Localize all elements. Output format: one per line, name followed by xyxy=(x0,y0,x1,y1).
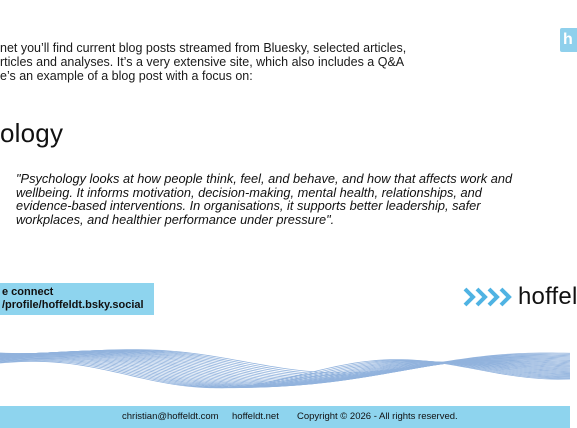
footer-email-link[interactable]: christian@hoffeldt.com xyxy=(122,411,219,422)
footer-site-link[interactable]: hoffeldt.net xyxy=(232,411,279,422)
decorative-waves xyxy=(0,300,570,410)
brand-name: hoffel xyxy=(518,283,577,310)
intro-line-1: net you’ll find current blog posts streamed from Bluesky, selected articles, xyxy=(0,41,407,55)
section-title: ology xyxy=(0,118,64,148)
blog-quote: "Psychology looks at how people think, feel, and behave, and how that affects work and wellbeing. It informs motivation, decision-making, mental health, relationships, and evidence-based interventions. In organisations, it supports better leadership, safer workplaces, and healthier performance under pressure". xyxy=(16,171,513,227)
footer-copyright: Copyright © 2026 - All rights reserved. xyxy=(297,411,458,422)
intro-line-3: e’s an example of a blog post with a focus on: xyxy=(0,69,253,83)
footer-bar xyxy=(0,406,570,428)
bluesky-profile-link[interactable]: /profile/hoffeldt.bsky.social xyxy=(2,299,144,311)
intro-line-2: rticles and analyses. It’s a very extensive site, which also includes a Q&A xyxy=(0,55,405,69)
connect-heading: e connect xyxy=(2,286,54,298)
intro-text xyxy=(0,41,420,83)
corner-badge: h xyxy=(560,28,577,52)
